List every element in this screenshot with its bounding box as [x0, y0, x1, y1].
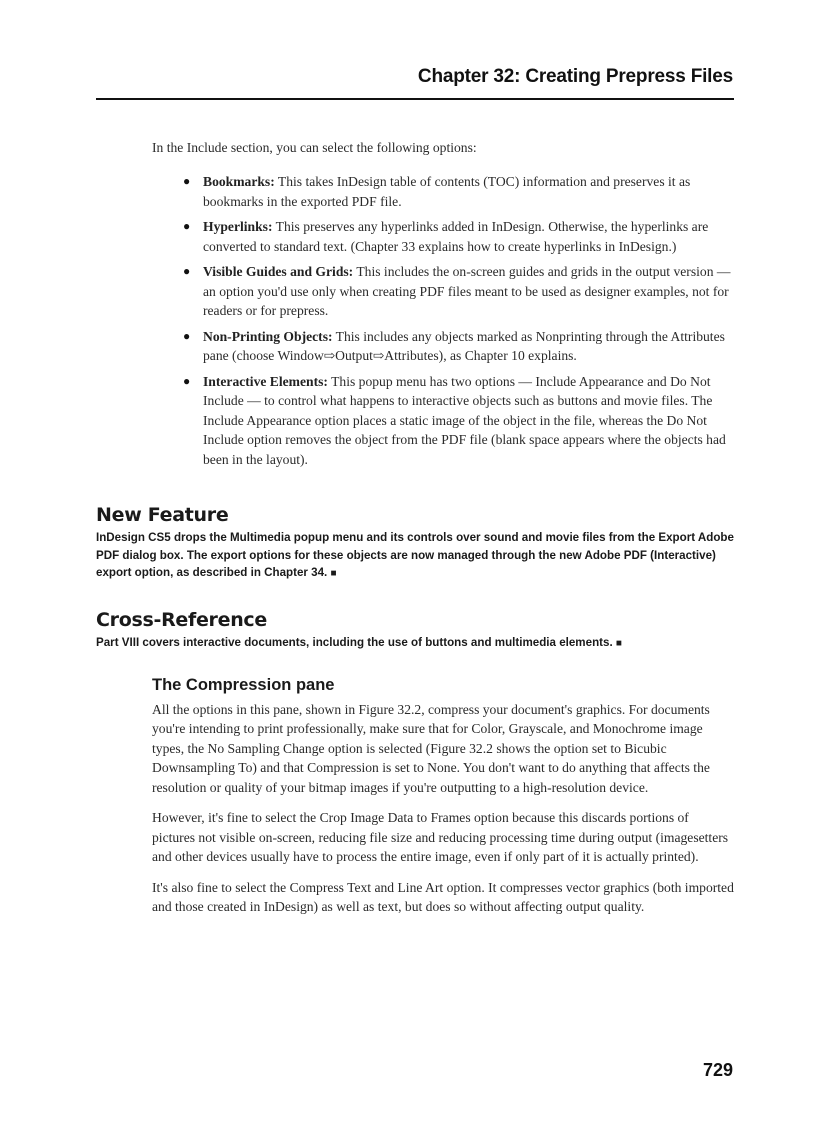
option-term: Interactive Elements:	[203, 373, 328, 389]
option-term: Non-Printing Objects:	[203, 328, 333, 344]
option-text: This includes the on-screen guides and grids in the output version — an option you'd use only when creating PDF files meant to be used as designer examples, not for readers or for prepress.	[203, 264, 731, 318]
bullet-icon: ●	[183, 174, 191, 188]
option-interactive-elements	[180, 372, 734, 470]
intro-paragraph: In the Include section, you can select the following options:	[152, 140, 477, 155]
new-feature-note	[96, 504, 736, 583]
section-paragraph: It's also fine to select the Compress Text and Line Art option. It compresses vector graphics (both imported and those created in InDesign) as well as text, but does so without affecting output quality.	[152, 879, 734, 914]
compression-pane-section	[152, 676, 734, 928]
bullet-icon: ●	[183, 219, 191, 233]
include-options-list	[180, 172, 734, 475]
new-feature-body	[96, 529, 736, 583]
section-heading: The Compression pane	[152, 676, 335, 694]
cross-reference-heading: Cross-Reference	[96, 609, 267, 631]
cross-reference-body	[96, 634, 736, 653]
bullet-icon: ●	[183, 264, 191, 278]
option-text: This popup menu has two options — Include Appearance and Do Not Include — to control what happens to interactive objects such as buttons and movie files. The Include Appearance option places a static image of the object in the file, whereas the Do Not Include option removes the object from the PDF file (blank space appears where the objects had been in the layout).	[203, 373, 726, 467]
option-hyperlinks	[180, 217, 734, 256]
new-feature-text: InDesign CS5 drops the Multimedia popup menu and its controls over sound and movie files from the Export Adobe PDF dialog box. The export options for these objects are now managed through the new Adobe PDF (Interactive) export option, as described in Chapter 34.	[96, 531, 734, 579]
option-visible-guides	[180, 262, 734, 321]
option-non-printing	[180, 327, 734, 366]
end-mark-icon: ■	[615, 638, 622, 649]
new-feature-heading: New Feature	[96, 504, 229, 526]
page-number: 729	[702, 1060, 733, 1080]
bullet-icon: ●	[183, 328, 191, 343]
option-text: This preserves any hyperlinks added in InDesign. Otherwise, the hyperlinks are converted to standard text. (Chapter 33 explains how to create hyperlinks in InDesign.)	[203, 219, 709, 254]
end-mark-icon: ■	[330, 568, 337, 579]
bullet-icon: ●	[183, 373, 191, 388]
section-paragraph: All the options in this pane, shown in Figure 32.2, compress your document's graphics. For documents you're intending to print professionally, make sure that for Color, Grayscale, and Monochrome image types, the No Sampling Change option is selected (Figure 32.2 shows the option set to Bicubic Downsampling To) and that Compression is set to None. You don't want to do anything that affects the resolution or quality of your bitmap images if you're outputting to a high-resolution device.	[152, 701, 710, 795]
chapter-title: Chapter 32: Creating Prepress Files	[417, 66, 733, 87]
option-term: Hyperlinks:	[203, 219, 273, 234]
option-term: Visible Guides and Grids:	[203, 264, 354, 279]
section-paragraph: However, it's fine to select the Crop Image Data to Frames option because this discards portions of pictures not visible on-screen, reducing file size and reducing processing time during output (imagesetters and other devices usually have to process the entire image, even if only part of it is actually printed).	[152, 810, 729, 864]
cross-reference-note	[96, 609, 736, 653]
option-bookmarks	[180, 172, 734, 211]
header-rule	[96, 98, 734, 100]
option-text: This includes any objects marked as Nonprinting through the Attributes pane (choose Window⇨Output⇨Attributes), as Chapter 10 explains.	[203, 328, 725, 363]
option-text: This takes InDesign table of contents (TOC) information and preserves it as bookmarks in the exported PDF file.	[203, 174, 691, 209]
option-term: Bookmarks:	[203, 174, 275, 189]
cross-reference-text: Part VIII covers interactive documents, including the use of buttons and multimedia elements.	[96, 636, 613, 649]
